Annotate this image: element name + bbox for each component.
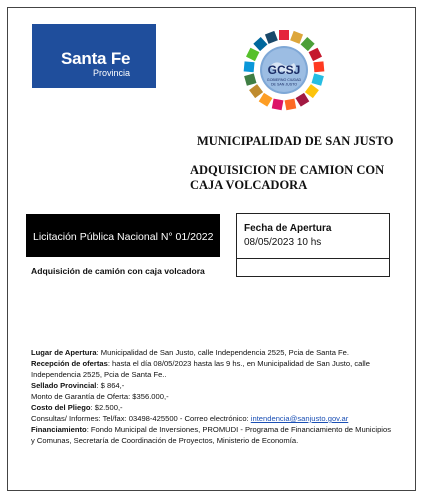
document-title-line2: CAJA VOLCADORA — [190, 178, 308, 192]
info-costo — [31, 402, 391, 413]
info-costo-value: : $2.500,- — [90, 403, 123, 412]
sdg-tile-icon — [312, 73, 324, 85]
tender-label: Licitación Pública Nacional N° 01/2022 — [33, 231, 214, 243]
sdg-tile-icon — [253, 37, 267, 51]
tender-subtitle: Adquisición de camión con caja volcadora — [31, 266, 205, 276]
sdg-tile-icon — [279, 30, 289, 40]
sdg-tile-icon — [313, 61, 324, 72]
info-sellado — [31, 380, 391, 391]
santa-fe-logo — [32, 24, 156, 88]
gcsj-logo — [240, 26, 328, 114]
sdg-tile-icon — [246, 48, 259, 61]
tender-info — [31, 347, 391, 446]
document-title — [190, 163, 390, 193]
info-lugar-value: : Municipalidad de San Justo, calle Independencia 2525, Pcia de Santa Fe. — [96, 348, 349, 357]
info-garantia: Monto de Garantía de Oferta: $356.000,- — [31, 392, 169, 401]
sdg-tile-icon — [305, 84, 319, 98]
gcsj-logo-acronym: GCSJ — [267, 63, 301, 77]
info-financiamiento — [31, 424, 391, 446]
gcsj-logo-line1: GOBIERNO CIUDAD — [266, 78, 302, 82]
municipality-heading: MUNICIPALIDAD DE SAN JUSTO — [197, 134, 394, 148]
santa-fe-logo-sub: Provincia — [93, 68, 131, 78]
santa-fe-logo-name: Santa Fe — [61, 49, 131, 68]
sdg-tile-icon — [285, 99, 297, 111]
info-costo-label: Costo del Pliego — [31, 403, 91, 412]
document-title-line1: ADQUISICION DE CAMION CON — [190, 163, 385, 177]
sdg-tile-icon — [272, 99, 284, 111]
sdg-tile-icon — [296, 93, 310, 107]
sdg-tile-icon — [244, 73, 256, 85]
info-financiamiento-value: : Fondo Municipal de Inversiones, PROMUDI - Programa de Financiamiento de Municipios y Comunas, Secretaría de Coordinación de Proyectos, Ministerio de Economía. — [31, 425, 392, 445]
opening-date-label: Fecha de Apertura — [244, 223, 332, 234]
sdg-tile-icon — [249, 84, 263, 98]
opening-box-divider — [237, 258, 389, 259]
sdg-tile-icon — [259, 93, 273, 107]
email-link[interactable]: intendencia@sanjusto.gov.ar — [250, 414, 349, 423]
sdg-tile-icon — [301, 37, 315, 51]
info-recepcion — [31, 358, 391, 380]
info-sellado-label: Sellado Provincial — [31, 381, 97, 390]
info-consultas-text: Consultas/ Informes: Tel/fax: 03498-425500 - Correo electrónico: — [31, 414, 251, 423]
info-financiamiento-label: Financiamiento — [31, 425, 87, 434]
opening-date-value: 08/05/2023 10 hs — [244, 237, 322, 248]
info-recepcion-label: Recepción de ofertas — [31, 359, 108, 368]
sdg-tile-icon — [265, 31, 278, 44]
sdg-tile-icon — [290, 31, 303, 44]
info-sellado-value: : $ 864,- — [96, 381, 125, 390]
sdg-tile-icon — [309, 48, 322, 61]
info-consultas — [31, 413, 391, 424]
info-recepcion-value: : hasta el día 08/05/2023 hasta las 9 hs., en Municipalidad de San Justo, calle Independencia 2525, Pcia de Santa Fe.. — [31, 359, 370, 379]
gcsj-logo-line2: DE SAN JUSTO — [270, 82, 298, 87]
sdg-tile-icon — [244, 61, 255, 72]
info-lugar-label: Lugar de Apertura — [31, 348, 97, 357]
opening-date-box — [236, 213, 390, 277]
info-lugar — [31, 347, 391, 358]
tender-label-box — [26, 214, 220, 257]
